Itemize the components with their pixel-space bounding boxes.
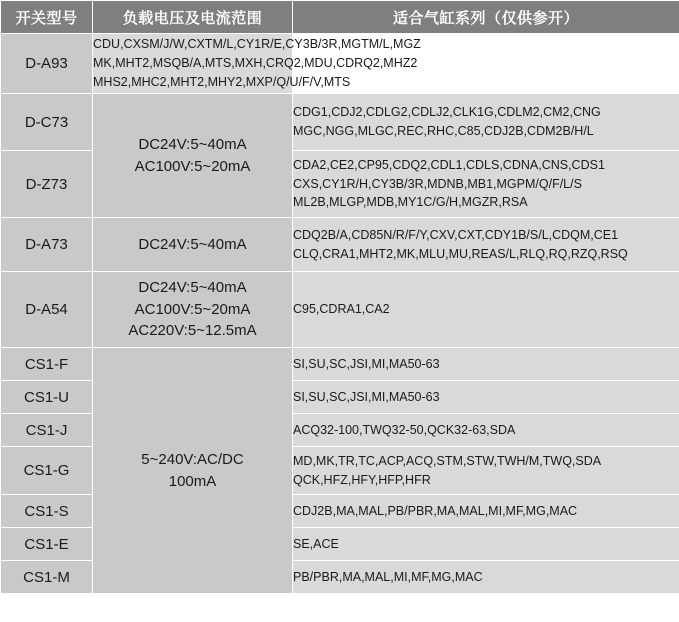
series-line: SE,ACE xyxy=(293,536,339,551)
header-model: 开关型号 xyxy=(1,1,93,34)
series-line: QCK,HFZ,HFY,HFP,HFR xyxy=(293,472,431,487)
series-line: CDA2,CE2,CP95,CDQ2,CDL1,CDLS,CDNA,CNS,CDS1 xyxy=(293,157,605,172)
series-line: SI,SU,SC,JSI,MI,MA50-63 xyxy=(293,389,440,404)
voltage-line: AC100V:5~20mA xyxy=(134,157,251,175)
table-row xyxy=(1,272,679,348)
voltage-line: AC220V:5~12.5mA xyxy=(128,322,257,340)
series-line: C95,CDRA1,CA2 xyxy=(293,302,390,317)
cell-model: D-Z73 xyxy=(1,151,93,218)
cell-series xyxy=(293,218,679,272)
header-voltage: 负载电压及电流范围 xyxy=(93,1,293,34)
cell-voltage xyxy=(93,272,293,348)
series-line: CLQ,CRA1,MHT2,MK,MLU,MU,REAS/L,RLQ,RQ,RZQ,RSQ xyxy=(293,246,628,261)
cell-series xyxy=(293,94,679,151)
voltage-line: DC24V:5~40mA xyxy=(138,235,247,253)
series-line: MD,MK,TR,TC,ACP,ACQ,STM,STW,TWH/M,TWQ,SDA xyxy=(293,453,602,468)
cell-model: D-A93 xyxy=(1,34,93,94)
cell-series xyxy=(293,528,679,561)
table-row xyxy=(1,34,679,94)
table-header xyxy=(1,1,679,34)
cell-series xyxy=(293,561,679,594)
cell-model: CS1-S xyxy=(1,495,93,528)
voltage-line: 100mA xyxy=(168,472,217,490)
cell-model: CS1-G xyxy=(1,447,93,495)
cell-model: CS1-U xyxy=(1,381,93,414)
voltage-line: DC24V:5~40mA xyxy=(138,135,247,153)
cell-series xyxy=(293,151,679,218)
table-row xyxy=(1,348,679,381)
cell-model: D-C73 xyxy=(1,94,93,151)
cell-voltage xyxy=(93,348,293,594)
cell-model: D-A54 xyxy=(1,272,93,348)
header-series: 适合气缸系列（仅供参开） xyxy=(293,1,679,34)
cell-series xyxy=(293,447,679,495)
cell-series xyxy=(293,495,679,528)
series-line: ACQ32-100,TWQ32-50,QCK32-63,SDA xyxy=(293,422,516,437)
series-line: CDQ2B/A,CD85N/R/F/Y,CXV,CXT,CDY1B/S/L,CDQM,CE1 xyxy=(293,227,619,242)
series-line: CDG1,CDJ2,CDLG2,CDLJ2,CLK1G,CDLM2,CM2,CNG xyxy=(293,105,601,120)
cell-series xyxy=(293,272,679,348)
series-line: CDU,CXSM/J/W,CXTM/L,CY1R/E,CY3B/3R,MGTM/L,MGZ xyxy=(93,37,421,52)
cell-series xyxy=(293,348,679,381)
cell-voltage xyxy=(93,94,293,218)
cell-voltage xyxy=(93,218,293,272)
series-line: CDJ2B,MA,MAL,PB/PBR,MA,MAL,MI,MF,MG,MAC xyxy=(293,503,578,518)
series-line: PB/PBR,MA,MAL,MI,MF,MG,MAC xyxy=(293,569,483,584)
series-line: ML2B,MLGP,MDB,MY1C/G/H,MGZR,RSA xyxy=(293,195,528,210)
cell-model: CS1-F xyxy=(1,348,93,381)
cell-model: D-A73 xyxy=(1,218,93,272)
table-body xyxy=(1,34,679,594)
table-row xyxy=(1,94,679,151)
cell-series xyxy=(293,381,679,414)
voltage-line: AC100V:5~20mA xyxy=(134,300,251,318)
table-header-row xyxy=(1,1,679,34)
voltage-line: 5~240V:AC/DC xyxy=(141,450,244,468)
cell-model: CS1-J xyxy=(1,414,93,447)
voltage-line: DC24V:5~40mA xyxy=(138,278,247,296)
series-line: CXS,CY1R/H,CY3B/3R,MDNB,MB1,MGPM/Q/F/L/S xyxy=(293,176,582,191)
series-line: MHS2,MHC2,MHT2,MHY2,MXP/Q/U/F/V,MTS xyxy=(93,74,351,89)
cell-series xyxy=(293,414,679,447)
series-line: MK,MHT2,MSQB/A,MTS,MXH,CRQ2,MDU,CDRQ2,MHZ2 xyxy=(93,56,418,71)
table-row xyxy=(1,218,679,272)
cell-model: CS1-M xyxy=(1,561,93,594)
cell-model: CS1-E xyxy=(1,528,93,561)
series-line: MGC,NGG,MLGC,REC,RHC,C85,CDJ2B,CDM2B/H/L xyxy=(293,124,594,138)
cell-series xyxy=(93,34,421,94)
series-line: SI,SU,SC,JSI,MI,MA50-63 xyxy=(293,356,440,371)
